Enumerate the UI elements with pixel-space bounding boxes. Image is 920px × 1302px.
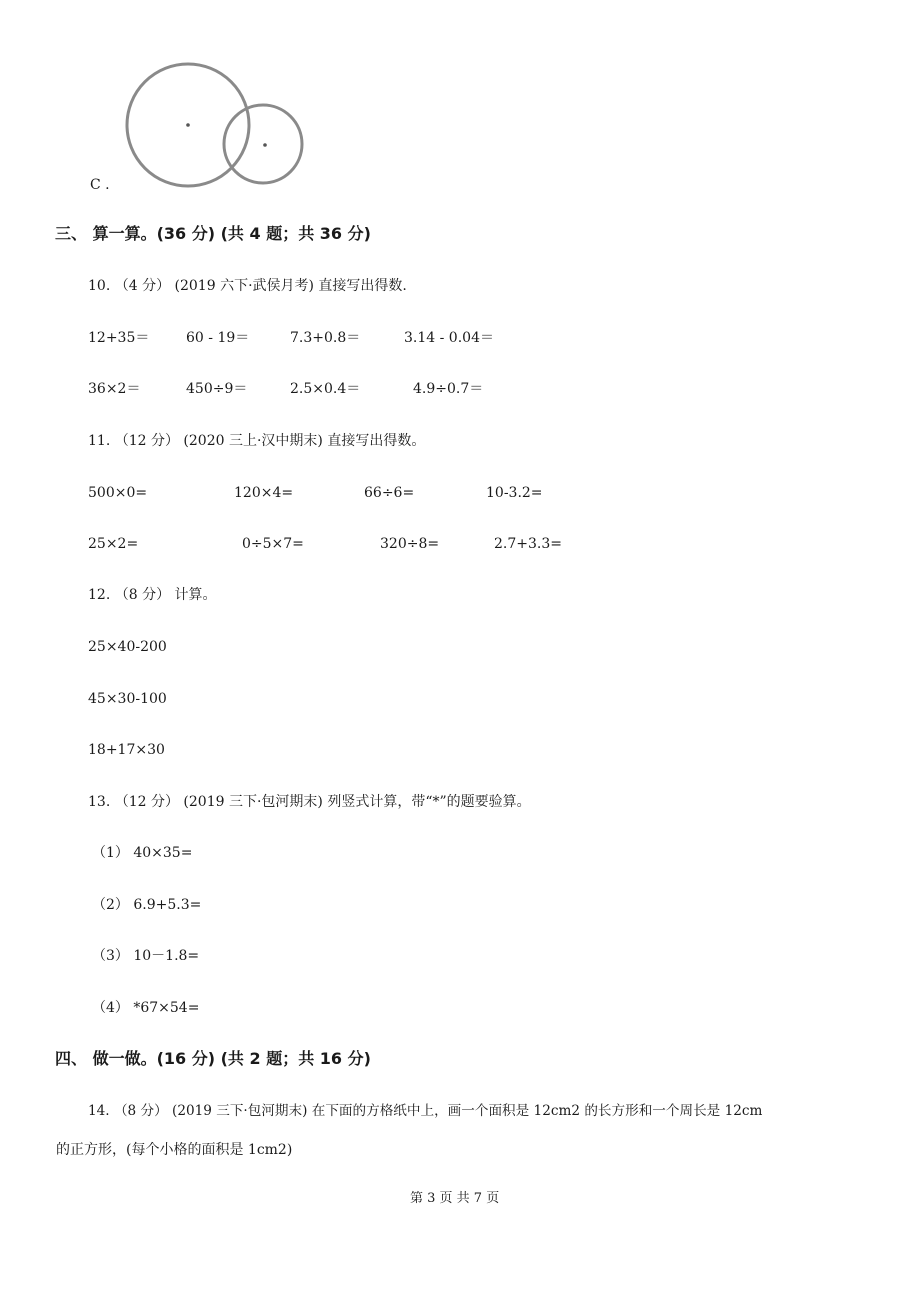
section-3-heading: 三、 算一算。(36 分) (共 4 题；共 36 分) [55, 224, 371, 243]
q12-title: 12. （8 分） 计算。 [88, 587, 217, 603]
q12-item-1: 25×40-200 [88, 639, 167, 655]
q11-r1-c2: 120×4= [234, 485, 294, 501]
q10-title: 10. （4 分） (2019 六下·武侯月考) 直接写出得数. [88, 278, 407, 294]
q10-r2-c3: 2.5×0.4＝ [290, 381, 361, 397]
section-4-heading: 四、 做一做。(16 分) (共 2 题；共 16 分) [55, 1049, 371, 1068]
q13-item-4: （4） *67×54= [92, 1000, 200, 1016]
q11-r1-c4: 10-3.2= [486, 485, 543, 501]
large-circle-center [186, 123, 190, 127]
small-circle [224, 105, 302, 183]
q13-item-2: （2） 6.9+5.3= [92, 897, 202, 913]
q10-r2-c4: 4.9÷0.7＝ [413, 381, 484, 397]
q11-r2-c4: 2.7+3.3= [494, 536, 562, 552]
q13-title: 13. （12 分） (2019 三下·包河期末) 列竖式计算，带“*”的题要验算。 [88, 794, 531, 810]
q11-r1-c1: 500×0= [88, 485, 148, 501]
q11-r2-c2: 0÷5×7= [242, 536, 304, 552]
option-c-label: C . [90, 177, 110, 193]
q10-r1-c2: 60 - 19＝ [186, 330, 250, 346]
q12-item-3: 18+17×30 [88, 742, 165, 758]
q11-r2-c3: 320÷8= [380, 536, 440, 552]
q13-item-1: （1） 40×35= [92, 845, 193, 861]
q10-r1-c4: 3.14 - 0.04＝ [404, 330, 494, 346]
q12-item-2: 45×30-100 [88, 691, 167, 707]
page-footer: 第 3 页 共 7 页 [410, 1191, 500, 1206]
q10-r2-c1: 36×2＝ [88, 381, 141, 397]
q11-title: 11. （12 分） (2020 三上·汉中期末) 直接写出得数。 [88, 433, 426, 449]
q14-line-2: 的正方形，(每个小格的面积是 1cm2) [56, 1142, 293, 1158]
two-circles-figure [110, 60, 310, 190]
q14-line-1: 14. （8 分） (2019 三下·包河期末) 在下面的方格纸中上，画一个面积是 12cm2 的长方形和一个周长是 12cm [88, 1103, 763, 1119]
small-circle-center [263, 143, 267, 147]
q10-r1-c1: 12+35＝ [88, 330, 150, 346]
q10-r2-c2: 450÷9＝ [186, 381, 248, 397]
q11-r1-c3: 66÷6= [364, 485, 415, 501]
q13-item-3: （3） 10－1.8= [92, 948, 200, 964]
q11-r2-c1: 25×2= [88, 536, 139, 552]
q10-r1-c3: 7.3+0.8＝ [290, 330, 361, 346]
